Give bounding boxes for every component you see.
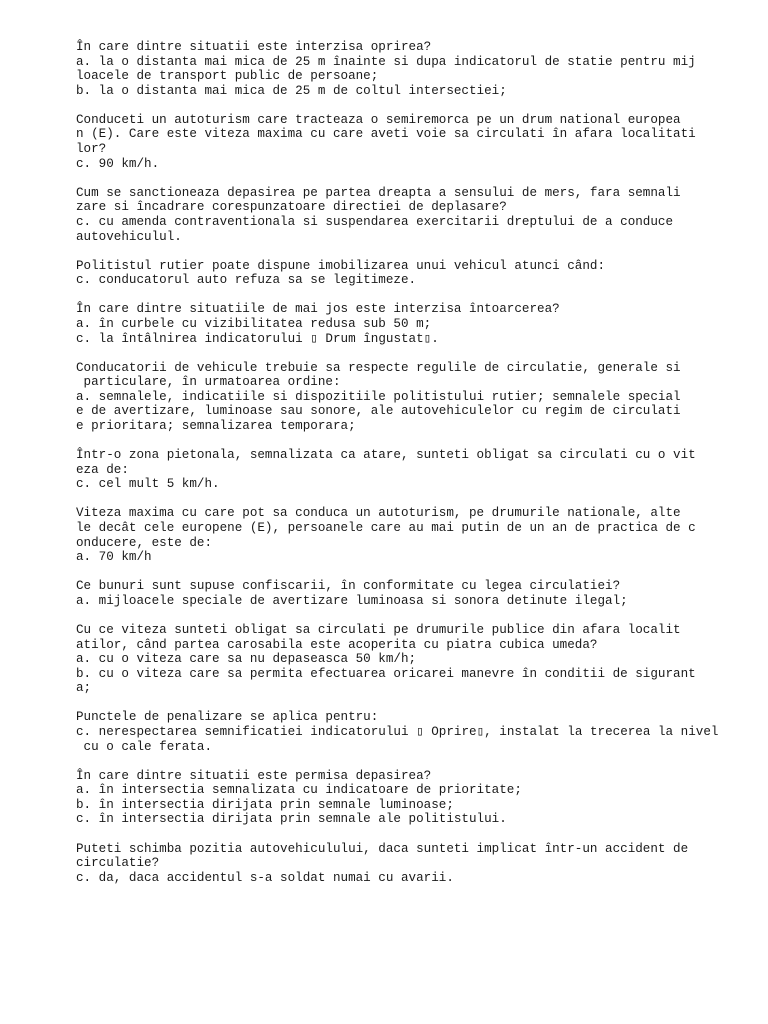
question-line: În care dintre situatii este interzisa oprirea? xyxy=(76,40,432,54)
question-block xyxy=(76,259,756,288)
question-block xyxy=(76,448,756,492)
text-line: c. cu amenda contraventionala si suspendarea exercitarii dreptului de a conduce xyxy=(76,214,674,229)
question-block xyxy=(76,842,756,886)
text-line: b. la o distanta mai mica de 25 m de coltul intersectiei; xyxy=(76,83,507,98)
text-line: c. în intersectia dirijata prin semnale ale politistului. xyxy=(76,812,507,827)
text-line: e de avertizare, luminoase sau sonore, ale autovehiculelor cu regim de circulati xyxy=(76,404,681,419)
question-line: În care dintre situatiile de mai jos este interzisa întoarcerea? xyxy=(76,302,560,317)
text-line: a. în intersectia semnalizata cu indicatoare de prioritate; xyxy=(76,783,522,798)
text-line: onducere, este de: xyxy=(76,535,213,550)
question-line: În care dintre situatii este permisa depasirea? xyxy=(76,768,432,783)
question-line: Puteti schimba pozitia autovehiculului, daca sunteti implicat într-un accident de xyxy=(76,841,689,856)
text-line: c. 90 km/h. xyxy=(76,156,160,171)
text-line: lor? xyxy=(76,142,107,157)
text-line: circulatie? xyxy=(76,856,160,871)
text-line: n (E). Care este viteza maxima cu care aveti voie sa circulati în afara localitati xyxy=(76,127,696,142)
question-line: Ce bunuri sunt supuse confiscarii, în conformitate cu legea circulatiei? xyxy=(76,579,621,594)
question-line: Politistul rutier poate dispune imobilizarea unui vehicul atunci când: xyxy=(76,258,606,273)
text-line: a. în curbele cu vizibilitatea redusa sub 50 m; xyxy=(76,316,432,331)
question-block xyxy=(76,40,756,98)
question-line: Punctele de penalizare se aplica pentru: xyxy=(76,710,379,725)
question-line: Într-o zona pietonala, semnalizata ca atare, sunteti obligat sa circulati cu o vit xyxy=(76,448,696,463)
text-line: particulare, în urmatoarea ordine: xyxy=(76,375,341,390)
question-line: Conduceti un autoturism care tracteaza o semiremorca pe un drum national europea xyxy=(76,112,681,127)
question-block xyxy=(76,769,756,827)
question-block xyxy=(76,361,756,434)
text-line: a. mijloacele speciale de avertizare luminoasa si sonora detinute ilegal; xyxy=(76,593,628,608)
question-block xyxy=(76,302,756,346)
question-block xyxy=(76,113,756,171)
text-line: a. la o distanta mai mica de 25 m înainte si dupa indicatorul de statie pentru mij xyxy=(76,54,696,69)
text-line: a; xyxy=(76,681,92,696)
text-line: b. cu o viteza care sa permita efectuarea oricarei manevre în conditii de sigurant xyxy=(76,666,696,681)
question-block xyxy=(76,579,756,608)
question-block xyxy=(76,506,756,564)
text-line: c. da, daca accidentul s-a soldat numai cu avarii. xyxy=(76,870,454,885)
question-block xyxy=(76,186,756,244)
text-line: c. nerespectarea semnificatiei indicatorului ▯ Oprire▯, instalat la trecerea la nivel xyxy=(76,724,719,739)
question-line: Viteza maxima cu care pot sa conduca un autoturism, pe drumurile nationale, alte xyxy=(76,506,681,521)
cut-off-line xyxy=(76,1016,716,1024)
text-line: b. în intersectia dirijata prin semnale luminoase; xyxy=(76,797,454,812)
text-line: loacele de transport public de persoane; xyxy=(76,69,379,84)
text-line: zare si încadrare corespunzatoare directiei de deplasare? xyxy=(76,200,507,215)
cut-off-next-question xyxy=(76,1016,716,1024)
text-line: a. cu o viteza care sa nu depaseasca 50 km/h; xyxy=(76,652,417,667)
question-block xyxy=(76,623,756,696)
question-line: Cum se sanctioneaza depasirea pe partea dreapta a sensului de mers, fara semnali xyxy=(76,185,681,200)
question-line: Conducatorii de vehicule trebuie sa respecte regulile de circulatie, generale si xyxy=(76,360,681,375)
question-line: Cu ce viteza sunteti obligat sa circulati pe drumurile publice din afara localit xyxy=(76,622,681,637)
text-line: eza de: xyxy=(76,462,129,477)
text-line: c. conducatorul auto refuza sa se legitimeze. xyxy=(76,273,417,288)
text-line: a. semnalele, indicatiile si dispozitiile politistului rutier; semnalele special xyxy=(76,389,681,404)
text-line: atilor, când partea carosabila este acoperita cu piatra cubica umeda? xyxy=(76,637,598,652)
text-line: a. 70 km/h xyxy=(76,550,152,565)
text-line: autovehiculul. xyxy=(76,229,182,244)
text-line: cu o cale ferata. xyxy=(76,739,213,754)
text-line: e prioritara; semnalizarea temporara; xyxy=(76,418,356,433)
text-line: c. la întâlnirea indicatorului ▯ Drum îngustat▯. xyxy=(76,331,439,346)
question-block xyxy=(76,710,756,754)
document-body xyxy=(76,40,756,900)
text-line: c. cel mult 5 km/h. xyxy=(76,477,220,492)
text-line: le decât cele europene (E), persoanele care au mai putin de un an de practica de c xyxy=(76,520,696,535)
